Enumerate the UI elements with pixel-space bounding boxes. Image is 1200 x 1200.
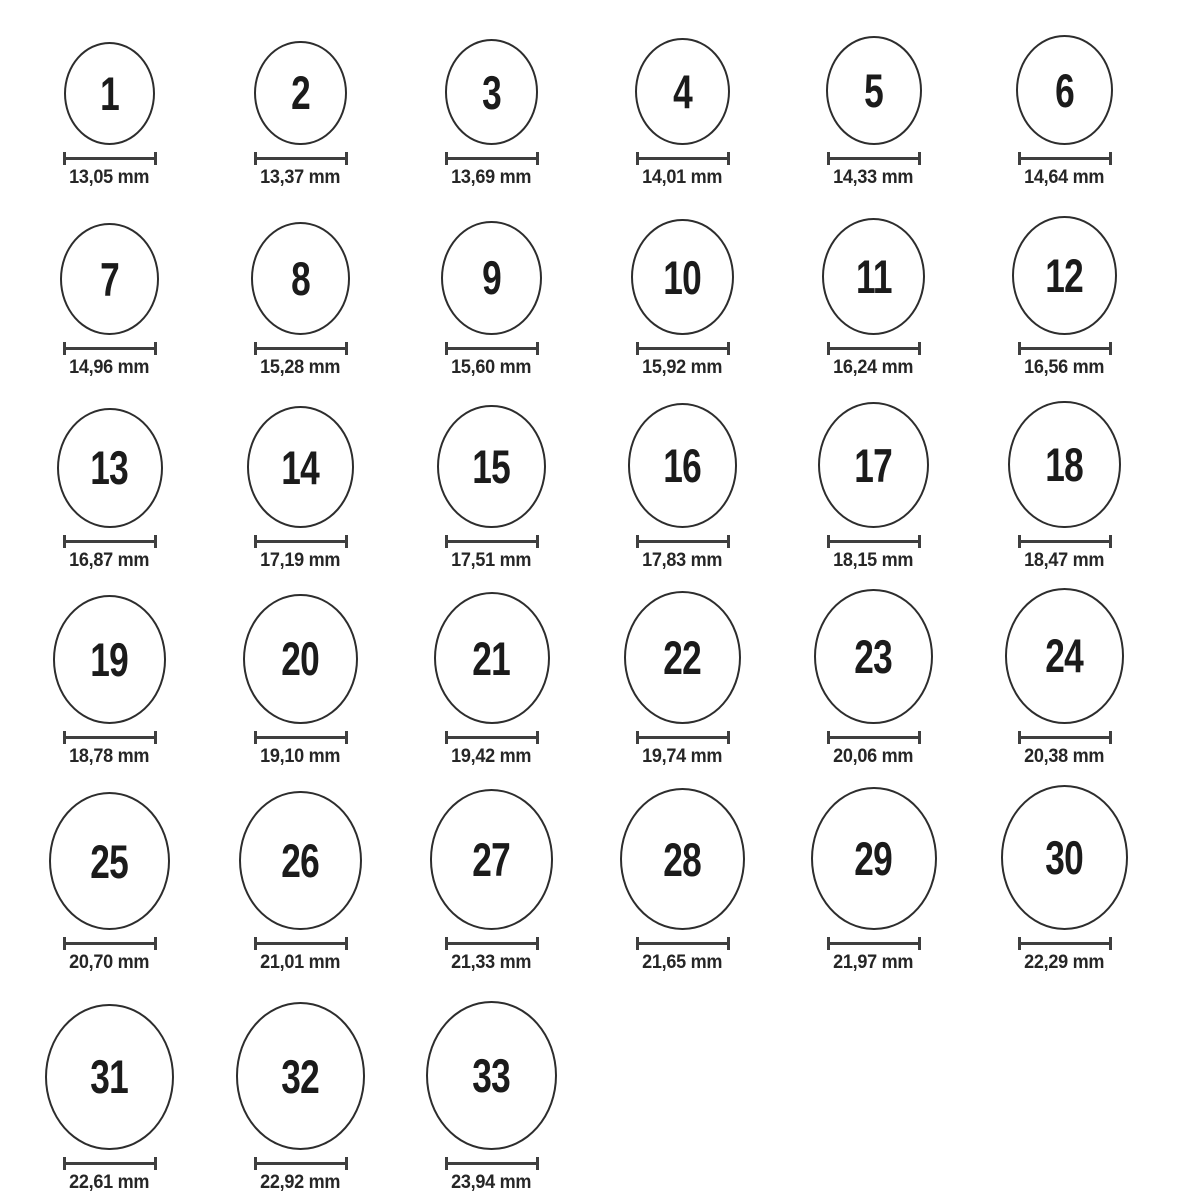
ring-size-item xyxy=(587,578,778,774)
ring-circle xyxy=(45,1004,174,1151)
ring-circle xyxy=(635,38,730,145)
diameter-label: 19,42 mm xyxy=(451,746,532,768)
ring-size-number: 18 xyxy=(1045,437,1084,491)
ring-circle xyxy=(631,219,733,335)
ring-size-number: 26 xyxy=(281,834,320,888)
ring-size-number: 15 xyxy=(472,440,511,493)
ring-size-number: 30 xyxy=(1045,831,1084,885)
measure-tick-right-icon xyxy=(345,1157,348,1170)
diameter-measure-line xyxy=(445,535,539,548)
measure-tick-right-icon xyxy=(1109,342,1112,355)
measure-tick-right-icon xyxy=(536,937,539,950)
ring-size-item xyxy=(969,774,1160,980)
ring-size-number: 4 xyxy=(673,64,692,118)
diameter-measure-line xyxy=(827,152,921,165)
diameter-label: 18,47 mm xyxy=(1024,550,1105,572)
ring-size-number: 33 xyxy=(472,1048,511,1102)
ring-size-number: 29 xyxy=(854,831,893,885)
measure-tick-right-icon xyxy=(727,152,730,165)
measure-bar xyxy=(1018,540,1112,543)
ring-size-number: 10 xyxy=(663,250,702,304)
diameter-measure-line xyxy=(63,1157,157,1170)
ring-circle xyxy=(49,792,170,930)
ring-circle xyxy=(57,408,163,528)
ring-circle xyxy=(1012,216,1117,335)
diameter-measure-line xyxy=(445,342,539,355)
measure-bar xyxy=(445,942,539,945)
ring-circle xyxy=(64,42,155,145)
measure-bar xyxy=(254,157,348,160)
measure-bar xyxy=(254,1162,348,1165)
diameter-label: 13,69 mm xyxy=(451,167,532,189)
ring-circle xyxy=(437,405,546,528)
ring-circle xyxy=(445,39,539,145)
diameter-label: 14,96 mm xyxy=(69,357,150,379)
ring-size-item xyxy=(396,385,587,578)
measure-bar xyxy=(827,736,921,739)
ring-size-item xyxy=(396,774,587,980)
diameter-label: 18,78 mm xyxy=(69,746,150,768)
ring-size-item xyxy=(969,385,1160,578)
measure-bar xyxy=(636,942,730,945)
ring-size-item xyxy=(205,385,396,578)
diameter-label: 20,06 mm xyxy=(833,746,914,768)
diameter-label: 21,65 mm xyxy=(642,952,723,974)
ring-size-number: 21 xyxy=(472,631,511,685)
diameter-measure-line xyxy=(1018,535,1112,548)
diameter-label: 18,15 mm xyxy=(833,550,914,572)
ring-size-item xyxy=(396,578,587,774)
measure-bar xyxy=(445,736,539,739)
ring-size-number: 32 xyxy=(281,1049,320,1103)
ring-circle xyxy=(1001,785,1128,930)
measure-tick-right-icon xyxy=(154,937,157,950)
ring-circle xyxy=(624,591,741,724)
measure-bar xyxy=(254,540,348,543)
ring-size-row xyxy=(14,980,1200,1200)
ring-size-number: 31 xyxy=(90,1050,129,1104)
diameter-measure-line xyxy=(445,1157,539,1170)
ring-circle xyxy=(251,222,351,335)
measure-bar xyxy=(1018,157,1112,160)
measure-tick-right-icon xyxy=(154,152,157,165)
diameter-label: 20,70 mm xyxy=(69,952,150,974)
ring-size-number: 3 xyxy=(482,65,501,119)
ring-circle xyxy=(628,403,738,528)
diameter-measure-line xyxy=(445,731,539,744)
measure-bar xyxy=(827,157,921,160)
diameter-label: 16,24 mm xyxy=(833,357,914,379)
diameter-measure-line xyxy=(1018,731,1112,744)
diameter-measure-line xyxy=(63,342,157,355)
ring-size-item xyxy=(396,195,587,385)
diameter-measure-line xyxy=(827,342,921,355)
ring-size-item xyxy=(14,195,205,385)
measure-bar xyxy=(636,540,730,543)
diameter-label: 17,83 mm xyxy=(642,550,723,572)
ring-size-number: 17 xyxy=(854,438,893,492)
ring-size-number: 16 xyxy=(663,439,702,493)
ring-size-row xyxy=(14,385,1200,578)
diameter-measure-line xyxy=(63,937,157,950)
ring-circle xyxy=(254,41,346,145)
measure-bar xyxy=(636,347,730,350)
ring-size-row xyxy=(14,774,1200,980)
ring-circle xyxy=(441,221,542,336)
diameter-measure-line xyxy=(1018,152,1112,165)
diameter-measure-line xyxy=(254,152,348,165)
measure-bar xyxy=(1018,736,1112,739)
measure-tick-right-icon xyxy=(536,535,539,548)
measure-tick-right-icon xyxy=(345,535,348,548)
diameter-measure-line xyxy=(63,152,157,165)
ring-size-item xyxy=(14,578,205,774)
diameter-measure-line xyxy=(827,535,921,548)
diameter-measure-line xyxy=(1018,937,1112,950)
ring-size-item xyxy=(396,0,587,195)
measure-tick-right-icon xyxy=(727,731,730,744)
ring-size-number: 24 xyxy=(1045,629,1084,683)
measure-tick-right-icon xyxy=(1109,535,1112,548)
ring-circle xyxy=(1016,35,1113,145)
diameter-label: 21,97 mm xyxy=(833,952,914,974)
ring-size-item xyxy=(587,385,778,578)
ring-circle xyxy=(1005,588,1125,724)
measure-tick-right-icon xyxy=(918,152,921,165)
measure-bar xyxy=(827,347,921,350)
measure-tick-right-icon xyxy=(1109,152,1112,165)
measure-tick-right-icon xyxy=(154,535,157,548)
ring-size-item xyxy=(205,774,396,980)
measure-bar xyxy=(254,942,348,945)
measure-tick-right-icon xyxy=(727,937,730,950)
measure-tick-right-icon xyxy=(536,342,539,355)
diameter-label: 22,92 mm xyxy=(260,1172,341,1194)
ring-circle xyxy=(60,223,159,335)
measure-bar xyxy=(254,347,348,350)
measure-bar xyxy=(636,157,730,160)
ring-size-number: 5 xyxy=(864,64,883,118)
ring-size-item xyxy=(778,774,969,980)
diameter-measure-line xyxy=(1018,342,1112,355)
measure-bar xyxy=(636,736,730,739)
diameter-label: 16,56 mm xyxy=(1024,357,1105,379)
measure-bar xyxy=(827,540,921,543)
ring-circle xyxy=(822,218,926,336)
diameter-label: 19,74 mm xyxy=(642,746,723,768)
ring-size-number: 19 xyxy=(90,633,129,687)
ring-size-item xyxy=(778,385,969,578)
ring-size-item xyxy=(205,195,396,385)
diameter-label: 14,33 mm xyxy=(833,167,914,189)
ring-size-item xyxy=(14,774,205,980)
measure-bar xyxy=(445,540,539,543)
ring-size-number: 9 xyxy=(482,251,501,305)
diameter-measure-line xyxy=(636,535,730,548)
diameter-measure-line xyxy=(63,731,157,744)
ring-size-number: 25 xyxy=(90,834,129,888)
diameter-measure-line xyxy=(636,731,730,744)
diameter-label: 21,01 mm xyxy=(260,952,341,974)
ring-circle xyxy=(426,1001,557,1150)
ring-size-item xyxy=(205,578,396,774)
ring-size-item xyxy=(587,774,778,980)
diameter-label: 15,60 mm xyxy=(451,357,532,379)
measure-bar xyxy=(63,1162,157,1165)
ring-size-number: 28 xyxy=(663,832,702,886)
measure-bar xyxy=(445,1162,539,1165)
ring-circle xyxy=(239,791,361,930)
ring-size-item xyxy=(969,578,1160,774)
ring-size-item xyxy=(778,578,969,774)
diameter-label: 17,51 mm xyxy=(451,550,532,572)
diameter-label: 13,05 mm xyxy=(69,167,150,189)
ring-size-number: 20 xyxy=(281,632,320,686)
measure-bar xyxy=(1018,942,1112,945)
diameter-label: 14,01 mm xyxy=(642,167,723,189)
ring-size-item xyxy=(14,0,205,195)
ring-circle xyxy=(434,592,550,724)
ring-size-number: 7 xyxy=(100,252,119,306)
measure-bar xyxy=(254,736,348,739)
ring-size-item xyxy=(14,385,205,578)
measure-tick-right-icon xyxy=(536,731,539,744)
ring-circle xyxy=(243,594,358,725)
ring-circle xyxy=(811,787,937,931)
ring-circle xyxy=(826,36,922,145)
diameter-measure-line xyxy=(254,731,348,744)
measure-bar xyxy=(63,540,157,543)
ring-size-item xyxy=(205,0,396,195)
measure-tick-right-icon xyxy=(1109,937,1112,950)
measure-tick-right-icon xyxy=(1109,731,1112,744)
measure-tick-right-icon xyxy=(536,1157,539,1170)
diameter-measure-line xyxy=(827,937,921,950)
diameter-label: 15,92 mm xyxy=(642,357,723,379)
measure-tick-right-icon xyxy=(345,152,348,165)
measure-bar xyxy=(445,157,539,160)
measure-tick-right-icon xyxy=(345,731,348,744)
diameter-measure-line xyxy=(254,1157,348,1170)
diameter-measure-line xyxy=(254,937,348,950)
diameter-measure-line xyxy=(636,342,730,355)
diameter-label: 20,38 mm xyxy=(1024,746,1105,768)
measure-bar xyxy=(63,736,157,739)
ring-size-item xyxy=(14,980,205,1200)
diameter-label: 16,87 mm xyxy=(69,550,150,572)
ring-size-number: 6 xyxy=(1055,63,1074,117)
diameter-label: 22,61 mm xyxy=(69,1172,150,1194)
measure-tick-right-icon xyxy=(154,731,157,744)
diameter-label: 19,10 mm xyxy=(260,746,341,768)
ring-size-number: 22 xyxy=(663,630,702,684)
measure-tick-right-icon xyxy=(727,535,730,548)
diameter-label: 13,37 mm xyxy=(260,167,341,189)
measure-bar xyxy=(827,942,921,945)
ring-circle xyxy=(430,789,554,930)
diameter-label: 15,28 mm xyxy=(260,357,341,379)
ring-size-number: 23 xyxy=(854,630,893,684)
measure-tick-right-icon xyxy=(918,342,921,355)
diameter-measure-line xyxy=(445,152,539,165)
measure-tick-right-icon xyxy=(345,937,348,950)
ring-circle xyxy=(814,589,933,724)
diameter-label: 17,19 mm xyxy=(260,550,341,572)
ring-circle xyxy=(247,406,354,528)
ring-size-item xyxy=(587,195,778,385)
diameter-measure-line xyxy=(636,152,730,165)
ring-size-item xyxy=(205,980,396,1200)
diameter-label: 22,29 mm xyxy=(1024,952,1105,974)
measure-tick-right-icon xyxy=(918,731,921,744)
ring-size-item xyxy=(969,195,1160,385)
measure-bar xyxy=(63,347,157,350)
ring-size-item xyxy=(778,195,969,385)
measure-tick-right-icon xyxy=(345,342,348,355)
ring-circle xyxy=(236,1002,366,1150)
diameter-label: 21,33 mm xyxy=(451,952,532,974)
ring-size-number: 13 xyxy=(90,441,129,495)
diameter-measure-line xyxy=(827,731,921,744)
diameter-measure-line xyxy=(254,535,348,548)
ring-size-number: 8 xyxy=(291,252,310,306)
measure-bar xyxy=(63,942,157,945)
ring-size-item xyxy=(587,0,778,195)
ring-size-item xyxy=(396,980,587,1200)
diameter-measure-line xyxy=(254,342,348,355)
measure-tick-right-icon xyxy=(536,152,539,165)
diameter-measure-line xyxy=(63,535,157,548)
ring-size-number: 14 xyxy=(281,440,320,494)
measure-bar xyxy=(1018,347,1112,350)
ring-circle xyxy=(1008,401,1120,529)
ring-circle xyxy=(53,595,167,724)
measure-tick-right-icon xyxy=(727,342,730,355)
ring-size-number: 11 xyxy=(855,249,892,303)
ring-size-row xyxy=(14,578,1200,774)
diameter-label: 23,94 mm xyxy=(451,1172,532,1194)
diameter-measure-line xyxy=(636,937,730,950)
ring-circle xyxy=(818,402,929,528)
ring-size-number: 2 xyxy=(291,66,310,120)
ring-size-item xyxy=(778,0,969,195)
measure-bar xyxy=(445,347,539,350)
ring-circle xyxy=(620,788,745,930)
ring-size-number: 1 xyxy=(100,67,119,121)
ring-size-number: 27 xyxy=(472,833,511,887)
diameter-label: 14,64 mm xyxy=(1024,167,1105,189)
ring-size-number: 12 xyxy=(1045,249,1084,303)
ring-size-row xyxy=(14,0,1200,195)
measure-tick-right-icon xyxy=(918,937,921,950)
measure-tick-right-icon xyxy=(918,535,921,548)
ring-size-item xyxy=(969,0,1160,195)
measure-bar xyxy=(63,157,157,160)
ring-size-row xyxy=(14,195,1200,385)
measure-tick-right-icon xyxy=(154,1157,157,1170)
measure-tick-right-icon xyxy=(154,342,157,355)
diameter-measure-line xyxy=(445,937,539,950)
